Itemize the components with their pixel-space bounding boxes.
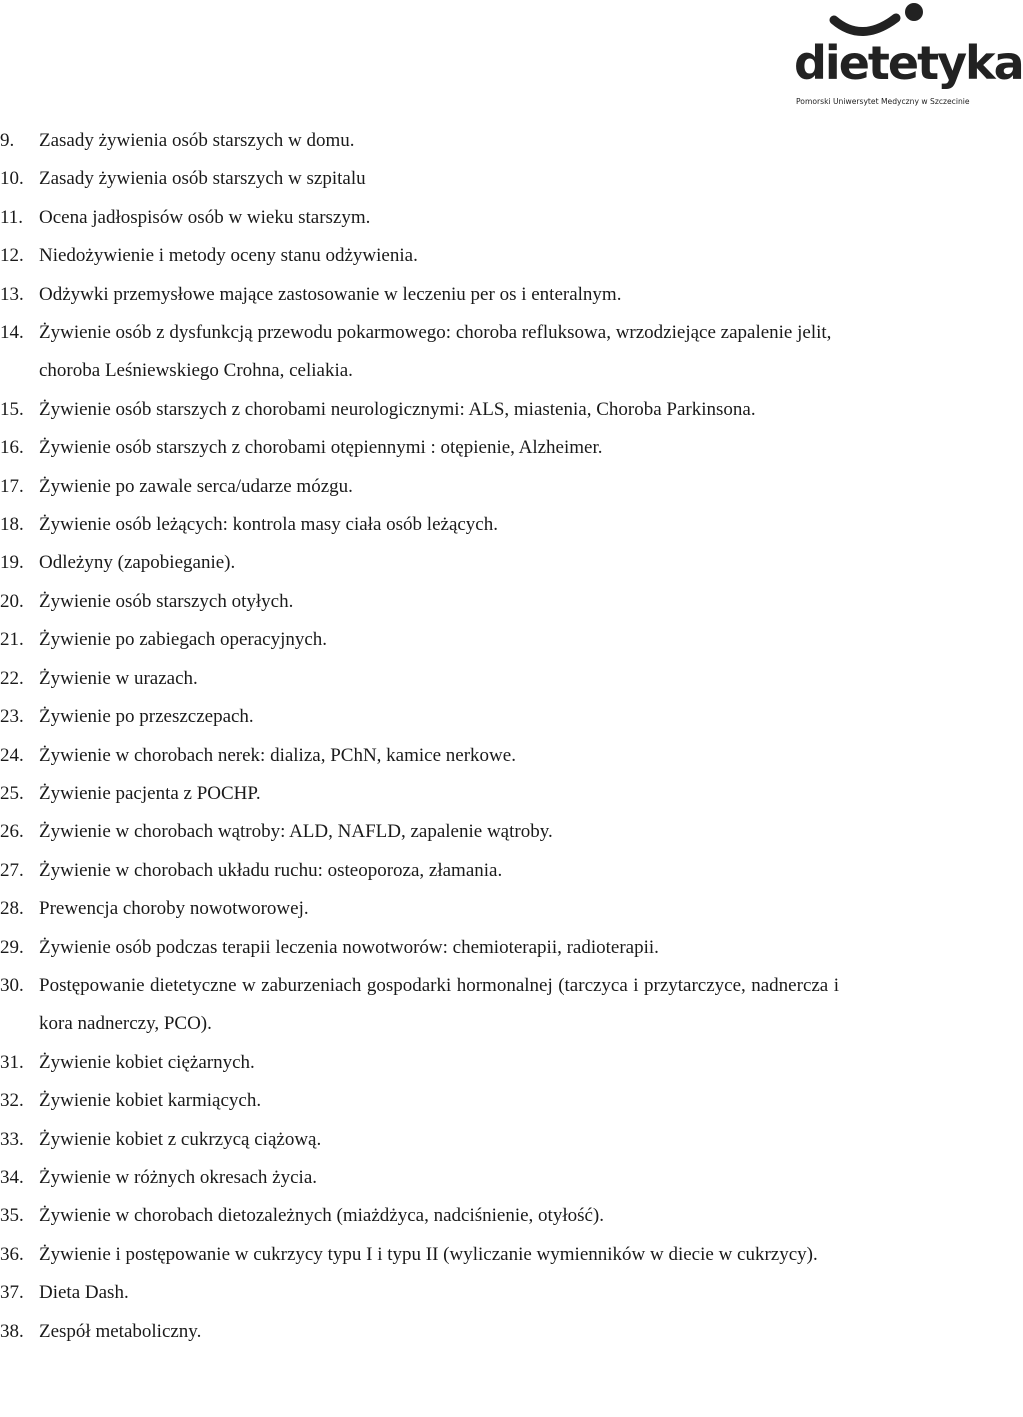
list-item	[0, 122, 839, 160]
list-item	[0, 160, 839, 198]
list-item	[0, 1274, 839, 1312]
item-text: Zasady żywienia osób starszych w domu.	[39, 130, 355, 151]
item-number: 20.	[0, 590, 24, 612]
item-number: 29.	[0, 936, 24, 958]
item-text: Odżywki przemysłowe mające zastosowanie w leczeniu per os i enteralnym.	[39, 283, 622, 305]
item-text: Żywienie osób starszych otyłych.	[39, 590, 294, 612]
item-number: 24.	[0, 744, 24, 766]
item-text: Żywienie kobiet ciężarnych.	[39, 1051, 255, 1073]
list-item	[0, 967, 839, 1044]
item-number: 13.	[0, 283, 24, 305]
item-text: Żywienie po zawale serca/udarze mózgu.	[39, 475, 353, 497]
item-text: Prewencja choroby nowotworowej.	[39, 898, 309, 920]
item-number: 35.	[0, 1205, 24, 1227]
item-number: 14.	[0, 322, 24, 344]
list-item	[0, 391, 839, 429]
list-item	[0, 1121, 839, 1159]
item-number: 26.	[0, 821, 24, 843]
item-number: 32.	[0, 1090, 24, 1112]
item-number: 21.	[0, 629, 24, 651]
list-item	[0, 698, 839, 736]
item-number: 11.	[0, 206, 24, 228]
item-number: 36.	[0, 1243, 24, 1265]
item-number: 34.	[0, 1166, 24, 1188]
list-item	[0, 775, 839, 813]
list-item	[0, 583, 839, 621]
list-item	[0, 890, 839, 928]
list-item	[0, 237, 839, 275]
item-text: Ocena jadłospisów osób w wieku starszym.	[39, 206, 371, 228]
item-number: 15.	[0, 398, 24, 420]
list-item	[0, 1313, 839, 1351]
topic-list	[0, 122, 960, 1351]
list-item	[0, 1236, 839, 1274]
list-item	[0, 660, 839, 698]
list-item	[0, 544, 839, 582]
item-number: 38.	[0, 1320, 24, 1342]
item-number: 18.	[0, 514, 24, 536]
list-item	[0, 276, 839, 314]
dietetyka-logo	[788, 0, 1023, 112]
item-text: Żywienie osób starszych z chorobami otępiennymi : otępienie, Alzheimer.	[39, 437, 603, 459]
list-item	[0, 506, 839, 544]
list-item	[0, 1044, 839, 1082]
list-item	[0, 1197, 839, 1235]
item-number: 31.	[0, 1051, 24, 1073]
item-number: 16.	[0, 437, 24, 459]
item-text: Żywienie po przeszczepach.	[39, 706, 254, 728]
list-item	[0, 737, 839, 775]
list-item	[0, 621, 839, 659]
item-number: 30.	[0, 974, 24, 996]
item-text: Żywienie kobiet z cukrzycą ciążową.	[39, 1128, 322, 1150]
list-item	[0, 199, 839, 237]
item-number: 27.	[0, 859, 24, 881]
item-text: Odleżyny (zapobieganie).	[39, 552, 236, 574]
item-number: 37.	[0, 1282, 24, 1304]
item-text: Żywienie w chorobach wątroby: ALD, NAFLD, zapalenie wątroby.	[39, 821, 553, 843]
item-number: 19.	[0, 552, 24, 574]
item-text: Zespół metaboliczny.	[39, 1320, 202, 1342]
list-item	[0, 468, 839, 506]
item-text: Postępowanie dietetyczne w zaburzeniach gospodarki hormonalnej (tarczyca i przytarczyce, nadnercza i kora nadnerczy, PCO).	[39, 974, 839, 1035]
item-number: 22.	[0, 667, 24, 689]
item-text: Żywienie w chorobach układu ruchu: osteoporoza, złamania.	[39, 859, 503, 881]
item-text: Dieta Dash.	[39, 1282, 129, 1304]
item-text: Żywienie osób z dysfunkcją przewodu pokarmowego: choroba refluksowa, wrzodziejące zapalenie jelit, choroba Leśniewskiego Crohna, celiakia.	[39, 322, 832, 382]
item-text: Żywienie osób leżących: kontrola masy ciała osób leżących.	[39, 514, 498, 536]
item-text: Żywienie w urazach.	[39, 667, 198, 689]
list-item	[0, 429, 839, 467]
item-text: Żywienie osób starszych z chorobami neurologicznymi: ALS, miastenia, Choroba Parkinsona.	[39, 398, 756, 420]
logo-subtitle: Pomorski Uniwersytet Medyczny w Szczecinie	[796, 97, 970, 106]
logo-wordmark: dietetyka	[794, 36, 1023, 90]
item-text: Żywienie pacjenta z POCHP.	[39, 782, 261, 804]
list-item	[0, 852, 839, 890]
item-number: 33.	[0, 1128, 24, 1150]
item-text: Żywienie kobiet karmiących.	[39, 1090, 262, 1112]
item-number: 10.	[0, 168, 24, 190]
list-item	[0, 314, 839, 391]
item-number: 17.	[0, 475, 24, 497]
item-text: Niedożywienie i metody oceny stanu odżywienia.	[39, 245, 418, 267]
list-item	[0, 1159, 839, 1197]
item-text: Żywienie w chorobach nerek: dializa, PChN, kamice nerkowe.	[39, 744, 516, 766]
item-number: 23.	[0, 706, 24, 728]
item-number: 25.	[0, 782, 24, 804]
item-number: 9.	[0, 130, 15, 151]
item-text: Żywienie osób podczas terapii leczenia nowotworów: chemioterapii, radioterapii.	[39, 936, 659, 958]
item-number: 12.	[0, 245, 24, 267]
list-item	[0, 813, 839, 851]
item-text: Żywienie w różnych okresach życia.	[39, 1166, 318, 1188]
item-text: Żywienie w chorobach dietozależnych (miażdżyca, nadciśnienie, otyłość).	[39, 1205, 605, 1227]
list-item	[0, 1082, 839, 1120]
item-text: Zasady żywienia osób starszych w szpitalu	[39, 168, 366, 190]
list-item	[0, 929, 839, 967]
item-text: Żywienie po zabiegach operacyjnych.	[39, 629, 328, 651]
item-number: 28.	[0, 898, 24, 920]
item-text: Żywienie i postępowanie w cukrzycy typu I i typu II (wyliczanie wymienników w diecie w cukrzycy).	[39, 1243, 818, 1265]
